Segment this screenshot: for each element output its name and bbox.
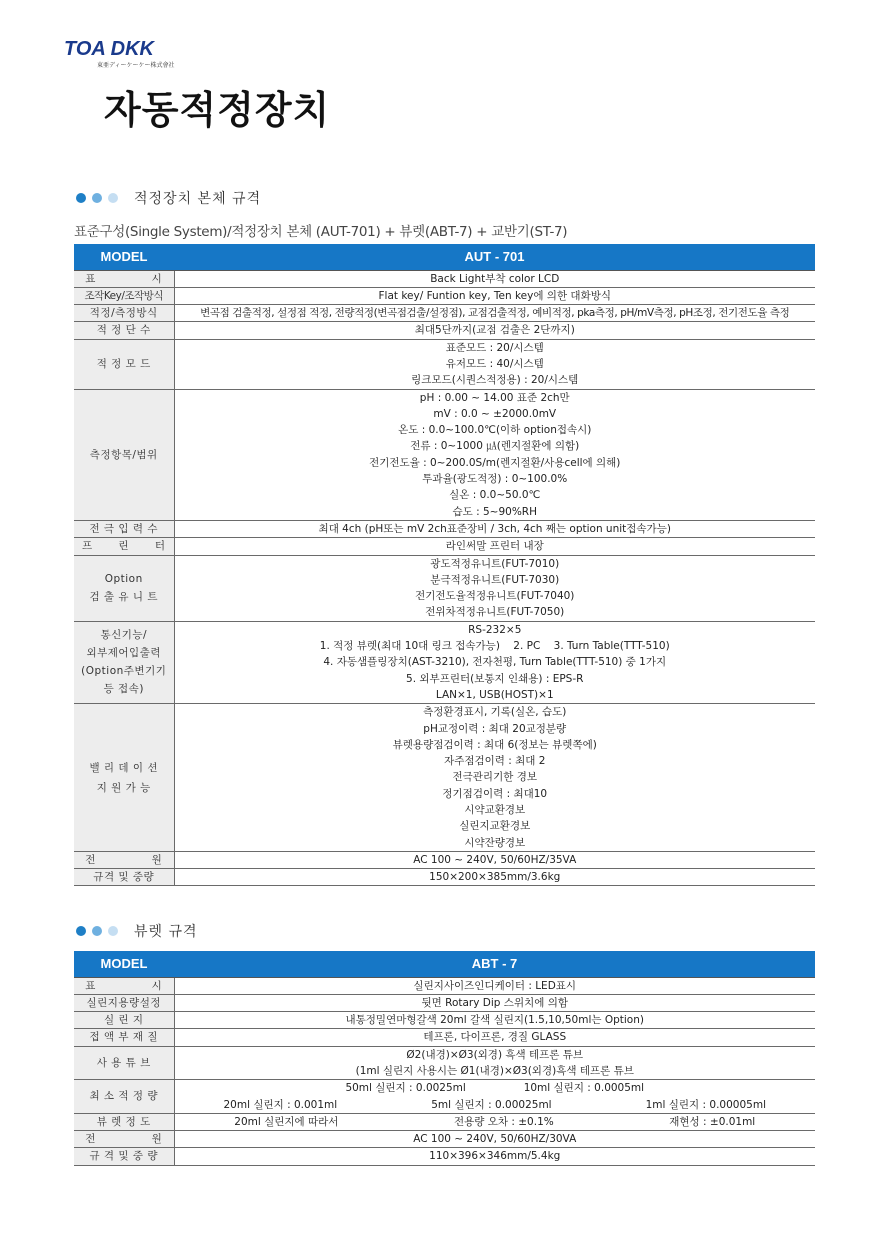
label-line: 외부제어입출력 <box>86 647 161 660</box>
table-header-row <box>74 244 815 270</box>
table-row <box>74 1012 815 1029</box>
value-part: 5ml 실린지 : 0.00025ml <box>431 1098 552 1111</box>
label-line: 통신기능/ <box>100 629 148 642</box>
table-row <box>74 322 815 339</box>
table-row <box>74 520 815 537</box>
row-label: 적정/측정방식 <box>74 305 174 322</box>
row-label: 뷰 렛 정 도 <box>74 1113 174 1130</box>
label-line: (Option주변기기 <box>81 665 167 678</box>
row-label: 실린지용량설정 <box>74 994 174 1011</box>
value-line: mV : 0.0 ~ ±2000.0mV <box>433 407 557 420</box>
table-row <box>74 1080 815 1114</box>
label-line: 검 출 유 니 트 <box>89 591 159 604</box>
bullet-dot-icon <box>92 926 102 936</box>
value-part: 1ml 실린지 : 0.00005ml <box>645 1098 766 1111</box>
value-line: 실린지교환경보 <box>459 820 531 833</box>
row-value <box>174 1113 815 1130</box>
table-row <box>74 1148 815 1165</box>
bullet-dot-icon <box>76 926 86 936</box>
table-row <box>74 621 815 703</box>
value-line: pH교정이력 : 최대 20교정분량 <box>423 722 567 735</box>
logo-subtext: 東亜ディーケーケー株式會社 <box>97 62 175 69</box>
page-title: 자동적정장치 <box>104 88 331 132</box>
value-line: 표준모드 : 20/시스템 <box>445 341 544 354</box>
label-line: 등 접속) <box>103 683 144 696</box>
value-line: 유저모드 : 40/시스템 <box>445 357 544 370</box>
bullet-dot-icon <box>108 193 118 203</box>
row-value <box>174 621 815 703</box>
row-label: 표 시 <box>74 270 174 287</box>
value-line: 전극관리기한 경보 <box>452 771 537 784</box>
row-value: AC 100 ~ 240V, 50/60HZ/30VA <box>174 1131 815 1148</box>
row-label: 전 극 입 력 수 <box>74 520 174 537</box>
row-value: AC 100 ~ 240V, 50/60HZ/35VA <box>174 851 815 868</box>
row-value: Back Light부착 color LCD <box>174 270 815 287</box>
label-line: 밸 리 데 이 션 <box>89 761 159 774</box>
value-line: pH : 0.00 ~ 14.00 표준 2ch만 <box>419 391 570 404</box>
table-row <box>74 851 815 868</box>
bullet-dot-icon <box>76 193 86 203</box>
value-line: 투과율(광도적정) : 0~100.0% <box>422 473 568 486</box>
row-value: 라인써말 프린터 내장 <box>174 538 815 555</box>
table-row <box>74 305 815 322</box>
label-line: Option <box>104 573 143 586</box>
row-label <box>74 555 174 621</box>
value-line: 실온 : 0.0~50.0℃ <box>449 489 541 502</box>
value-line: 전기전도율적정유니트(FUT-7040) <box>415 590 575 603</box>
row-label: 조작Key/조작방식 <box>74 287 174 304</box>
bullet-dot-icon <box>108 926 118 936</box>
value-part: 50ml 실린지 : 0.0025ml <box>345 1082 466 1095</box>
value-line: (1ml 실린지 사용시는 Ø1(내경)×Ø3(외경)흑색 테프론 튜브 <box>355 1064 634 1077</box>
row-value: 최대 4ch (pH또는 mV 2ch표준장비 / 3ch, 4ch 째는 option unit접속가능) <box>174 520 815 537</box>
value-line <box>177 1114 814 1130</box>
value-line: Ø2(내경)×Ø3(외경) 흑색 테프론 튜브 <box>406 1048 584 1061</box>
row-label: 프 린 터 <box>74 538 174 555</box>
table-row <box>74 389 815 520</box>
value-line: 4. 자동샘플링장치(AST-3210), 전자천평, Turn Table(TTT-510) 중 1가지 <box>323 656 667 669</box>
table-row <box>74 869 815 886</box>
row-label: 규격 및 중량 <box>74 869 174 886</box>
row-value: 최대5단까지(교점 검출은 2단까지) <box>174 322 815 339</box>
table-row <box>74 704 815 852</box>
row-value <box>174 1046 815 1080</box>
value-line: 자주점검이력 : 최대 2 <box>444 755 546 768</box>
value-line: 전류 : 0~1000 ㎂(렌지절환에 의함) <box>410 440 580 453</box>
value-part: 전용량 오차 : ±0.1% <box>453 1115 554 1128</box>
table-row <box>74 555 815 621</box>
row-value: 테프론, 다이프론, 경질 GLASS <box>174 1029 815 1046</box>
model-name: ABT - 7 <box>174 951 815 977</box>
value-line: 온도 : 0.0~100.0℃(이하 option접속시) <box>398 424 592 437</box>
table-row <box>74 287 815 304</box>
row-label: 적 정 모 드 <box>74 339 174 389</box>
value-line: 습도 : 5~90%RH <box>452 505 537 518</box>
row-value <box>174 389 815 520</box>
row-label: 규 격 및 중 량 <box>74 1148 174 1165</box>
main-unit-spec-table <box>74 244 815 886</box>
value-line <box>177 1097 814 1113</box>
row-label: 전 원 <box>74 1131 174 1148</box>
label-line: 지 원 가 능 <box>96 781 151 794</box>
row-label: 전 원 <box>74 851 174 868</box>
table-row <box>74 339 815 389</box>
row-value <box>174 1080 815 1114</box>
model-header: MODEL <box>74 951 174 977</box>
row-value <box>174 555 815 621</box>
value-part: 20ml 실린지 : 0.001ml <box>223 1098 338 1111</box>
table-row <box>74 270 815 287</box>
row-value: 변곡점 검출적정, 설정점 적정, 전량적정(변곡점검출/설정점), 교점검출적정, 예비적정, pka측정, pH/mV측정, pH조정, 전기전도율 측정 <box>174 305 815 322</box>
row-value: 뒷면 Rotary Dip 스위치에 의함 <box>174 994 815 1011</box>
table-row <box>74 1113 815 1130</box>
value-line: 시약잔량경보 <box>464 836 526 849</box>
row-label: 사 용 튜 브 <box>74 1046 174 1080</box>
row-label: 접 액 부 재 질 <box>74 1029 174 1046</box>
row-label: 최 소 적 정 량 <box>74 1080 174 1114</box>
row-label: 측정항목/범위 <box>74 389 174 520</box>
burette-spec-table <box>74 951 815 1166</box>
row-value: 실린지사이즈인디케이터 : LED표시 <box>174 977 815 994</box>
value-line <box>177 1080 814 1096</box>
table-header-row <box>74 951 815 977</box>
value-line: 광도적정유니트(FUT-7010) <box>430 557 560 570</box>
value-line: 측정환경표시, 기록(실온, 습도) <box>423 706 567 719</box>
value-line: RS-232×5 <box>468 623 522 636</box>
table-row <box>74 1029 815 1046</box>
table-row <box>74 977 815 994</box>
row-value <box>174 704 815 852</box>
value-line: 1. 적정 뷰렛(최대 10대 링크 접속가능) 2. PC 3. Turn Table(TTT-510) <box>319 640 670 653</box>
section-heading-label: 적정장치 본체 규격 <box>134 191 262 207</box>
table-row <box>74 1046 815 1080</box>
value-line: 시약교환경보 <box>464 804 526 816</box>
value-line: LAN×1, USB(HOST)×1 <box>435 688 554 701</box>
configuration-subtitle: 표준구성(Single System)/적정장치 본체 (AUT-701) + 뷰렛(ABT-7) + 교반기(ST-7) <box>74 224 568 240</box>
company-logo <box>64 38 214 78</box>
row-value: 110×396×346mm/5.4kg <box>174 1148 815 1165</box>
value-line: 링크모드(시퀀스적정용) : 20/시스템 <box>411 374 579 387</box>
section-heading-main-unit <box>76 188 261 208</box>
row-label: 실 린 지 <box>74 1012 174 1029</box>
value-part: 20ml 실린지에 따라서 <box>234 1115 339 1128</box>
table-row <box>74 994 815 1011</box>
value-line: 전위차적정유니트(FUT-7050) <box>425 606 565 619</box>
model-name: AUT - 701 <box>174 244 815 270</box>
row-label: 표 시 <box>74 977 174 994</box>
logo-text: TOA DKK <box>64 38 154 60</box>
value-line: 분극적정유니트(FUT-7030) <box>430 573 560 586</box>
row-label: 적 정 단 수 <box>74 322 174 339</box>
value-part: 재현성 : ±0.01ml <box>669 1115 756 1128</box>
section-heading-label: 뷰렛 규격 <box>134 924 198 940</box>
value-line: 5. 외부프린터(보통지 인쇄용) : EPS-R <box>406 672 584 685</box>
value-line: 전기전도율 : 0~200.0S/m(렌지절환/사용cell에 의해) <box>369 456 621 469</box>
section-heading-burette <box>76 921 198 941</box>
row-value: Flat key/ Funtion key, Ten key에 의한 대화방식 <box>174 287 815 304</box>
table-row <box>74 1131 815 1148</box>
model-header: MODEL <box>74 244 174 270</box>
table-row <box>74 538 815 555</box>
row-label <box>74 621 174 703</box>
row-value <box>174 339 815 389</box>
value-line: 정기점검이력 : 최대10 <box>442 787 548 800</box>
row-value: 150×200×385mm/3.6kg <box>174 869 815 886</box>
row-value: 내통정밀연마형갈색 20ml 갈색 실린지(1.5,10,50ml는 Option) <box>174 1012 815 1029</box>
bullet-dot-icon <box>92 193 102 203</box>
row-label <box>74 704 174 852</box>
value-line: 뷰렛용량점검이력 : 최대 6(정보는 뷰렛쪽에) <box>392 738 597 751</box>
value-part: 10ml 실린지 : 0.0005ml <box>523 1082 645 1095</box>
